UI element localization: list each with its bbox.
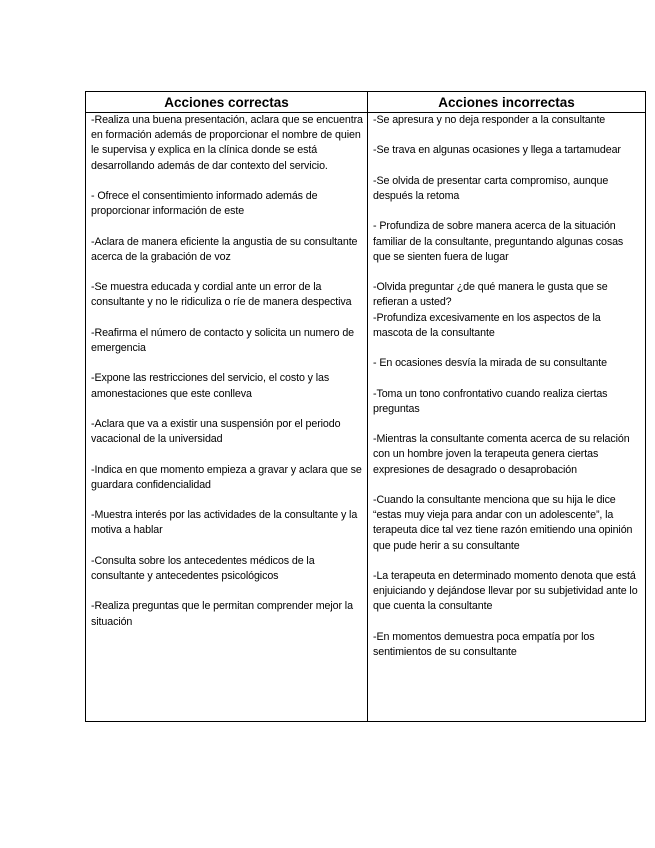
column-divider [367, 92, 368, 721]
incorrect-action-item: -Profundiza excesivamente en los aspectos de la mascota de la consultante [373, 311, 601, 339]
header-incorrect-actions: Acciones incorrectas [438, 95, 575, 110]
incorrect-action-item: - En ocasiones desvía la mirada de su consultante [373, 357, 607, 370]
table-header-row [86, 92, 645, 113]
incorrect-action-item: -Cuando la consultante menciona que su hija le dice “estas muy vieja para andar con un adolescente”, la terapeuta dice tal vez tiene razón emitiendo una opinión que pude herir a su consultante [373, 493, 633, 552]
incorrect-action-item: -Mientras la consultante comenta acerca de su relación con un hombre joven la terapeuta genera ciertas expresiones de desagrado o desaprobación [373, 433, 630, 476]
correct-action-item: -Aclara de manera eficiente la angustia de su consultante acerca de la grabación de voz [91, 235, 358, 263]
correct-action-item: -Realiza preguntas que le permitan comprender mejor la situación [91, 600, 353, 628]
incorrect-action-item: - Profundiza de sobre manera acerca de la situación familiar de la consultante, preguntando algunas cosas que se sienten fuera de lugar [373, 220, 624, 263]
correct-action-item: -Realiza una buena presentación, aclara que se encuentra en formación además de proporcionar el nombre de quien le supervisa y explica en la clínica donde se está desarrollando además de dar contexto del servicio. [91, 114, 363, 172]
incorrect-action-item: -Olvida preguntar ¿de qué manera le gusta que se refieran a usted? [373, 281, 608, 309]
incorrect-action-item: -La terapeuta en determinado momento denota que está enjuiciando y dejándose llevar por su subjetividad ante lo que cuenta la consultante [373, 569, 638, 613]
correct-action-item: -Reafirma el número de contacto y solicita un numero de emergencia [91, 326, 355, 354]
incorrect-actions-column [373, 113, 641, 675]
correct-action-item: -Aclara que va a existir una suspensión por el periodo vacacional de la universidad [91, 417, 341, 446]
correct-action-item: - Ofrece el consentimiento informado además de proporcionar información de este [91, 190, 318, 218]
incorrect-action-item: -Se olvida de presentar carta compromiso, aunque después la retoma [373, 174, 609, 202]
incorrect-action-item: -Se apresura y no deja responder a la consultante [373, 114, 606, 126]
correct-action-item: -Se muestra educada y cordial ante un error de la consultante y no le ridiculiza o ríe de manera despectiva [91, 281, 352, 309]
correct-action-item: -Expone las restricciones del servicio, el costo y las amonestaciones que este conlleva [91, 372, 330, 400]
correct-action-item: -Indica en que momento empieza a gravar y aclara que se guardara confidencialidad [91, 463, 362, 491]
incorrect-action-item: -Se trava en algunas ocasiones y llega a tartamudear [373, 144, 621, 157]
incorrect-action-item: -En momentos demuestra poca empatía por los sentimientos de su consultante [373, 630, 595, 658]
correct-actions-column [91, 113, 363, 645]
correct-action-item: -Muestra interés por las actividades de la consultante y la motiva a hablar [91, 509, 358, 537]
actions-table [85, 91, 646, 722]
incorrect-action-item: -Toma un tono confrontativo cuando realiza ciertas preguntas [373, 387, 608, 415]
header-correct-actions: Acciones correctas [164, 95, 289, 110]
correct-action-item: -Consulta sobre los antecedentes médicos de la consultante y antecedentes psicológicos [91, 554, 315, 582]
